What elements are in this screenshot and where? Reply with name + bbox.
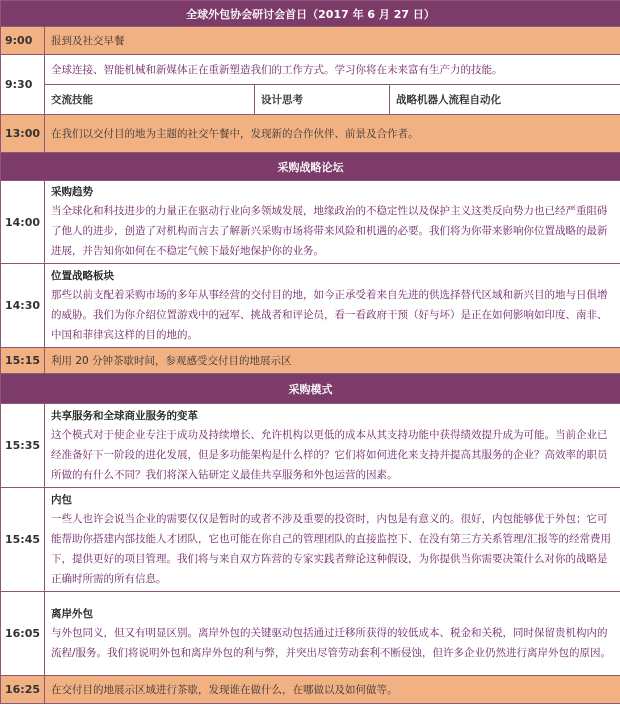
track-cell: 交流技能 (45, 85, 255, 115)
track-cell: 战略机器人流程自动化 (390, 85, 620, 115)
schedule-row (1, 55, 620, 85)
session-topic: 位置战略板块 (51, 269, 114, 282)
time-cell: 9:30 (1, 55, 45, 115)
session-text: 一些人也许会说当企业的需要仅仅是暂时的或者不涉及重要的投资时，内包是有意义的。很好，内包能够优于外包；它可能帮助你搭建内部技能人才团队，它也可能在你自己的管理团队的直接监控下、在没有第三方关系管理/汇报等的经常费用下，提供更好的项目管理。我们将与来自双方阵营的专家实践者辩论这种假设，为你提供当你需要决策什么对你的战略是正确时所需的所有信息。 (51, 512, 612, 585)
session-text: 当全球化和科技进步的力量正在驱动行业向多领域发展，地缘政治的不稳定性以及保护主义这类反向势力也已经严重阻碍了他人的进步，创造了对机构而言去了解新兴采购市场将带来风险和机遇的必要。我们将为你带来影响你位置战略的最新进展，并告知你如何在不稳定气候下最好地保护你的业务。 (51, 205, 608, 257)
section-title: 采购战略论坛 (1, 153, 620, 181)
session-text: 报到及社交早餐 (45, 27, 620, 55)
time-cell: 14:30 (1, 264, 45, 348)
schedule-row (1, 488, 620, 592)
time-cell: 15:45 (1, 488, 45, 592)
session-cell (45, 404, 620, 488)
session-cell (45, 181, 620, 264)
schedule-row (1, 348, 620, 374)
schedule-row (1, 27, 620, 55)
session-topic: 采购趋势 (51, 186, 93, 198)
session-text: 全球连接、智能机械和新媒体正在重新塑造我们的工作方式。学习你将在未来富有生产力的技能。 (45, 55, 620, 85)
schedule-row (1, 115, 620, 153)
session-cell (45, 264, 620, 348)
schedule-row (1, 264, 620, 348)
title-row (1, 1, 620, 27)
session-cell (45, 488, 620, 592)
section-title: 采购模式 (1, 374, 620, 404)
track-row (1, 85, 620, 115)
session-text: 在交付目的地展示区域进行茶歇，发现谁在做什么，在哪做以及如何做等。 (45, 676, 620, 704)
schedule-row (1, 676, 620, 704)
time-cell: 15:15 (1, 348, 45, 374)
session-text: 这个模式对于使企业专注于成功及持续增长、允许机构以更低的成本从其支持功能中获得绩效提升成为可能。当前企业已经准备好下一阶段的进化发展，但是多功能架构是什么样的？它们将如何进化来支持并提高其服务的企业？高效率的职员所做的有什么不同？我们将深入钻研定义最佳共享服务和外包运营的因素。 (51, 428, 608, 481)
track-cell: 设计思考 (255, 85, 390, 115)
session-topic: 共享服务和全球商业服务的变革 (51, 409, 198, 422)
session-text: 与外包同义，但又有明显区别。离岸外包的关键驱动包括通过迁移所获得的较低成本、税金和关税，同时保留贵机构内的流程/服务。我们将说明外包和离岸外包的利与弊，并突出尽管劳动套利不断侵蚀，但许多企业仍然进行离岸外包的原因。 (51, 626, 612, 659)
time-cell: 13:00 (1, 115, 45, 153)
session-text: 那些以前支配着采购市场的多年从事经营的交付目的地，如今正承受着来自先进的供选择替代区域和新兴目的地与日俱增的威胁。我们为你介绍位置游戏中的冠军、挑战者和评论员，看一看政府干预（好与坏）是正在如何影响如印度、南非、中国和菲律宾这样的目的地的。 (51, 288, 608, 341)
schedule-row (1, 181, 620, 264)
time-cell: 9:00 (1, 27, 45, 55)
session-cell (45, 592, 620, 676)
session-topic: 内包 (51, 493, 72, 506)
session-text: 在我们以交付目的地为主题的社交午餐中，发现新的合作伙伴、前景及合作者。 (45, 115, 620, 153)
session-text: 利用 20 分钟茶歇时间，参观感受交付目的地展示区 (45, 348, 620, 374)
section-row (1, 374, 620, 404)
schedule-row (1, 592, 620, 676)
time-cell: 15:35 (1, 404, 45, 488)
time-cell: 16:25 (1, 676, 45, 704)
time-cell: 14:00 (1, 181, 45, 264)
section-row (1, 153, 620, 181)
schedule-row (1, 404, 620, 488)
page-title: 全球外包协会研讨会首日（2017 年 6 月 27 日） (1, 1, 620, 27)
time-cell: 16:05 (1, 592, 45, 676)
session-topic: 离岸外包 (51, 607, 93, 620)
